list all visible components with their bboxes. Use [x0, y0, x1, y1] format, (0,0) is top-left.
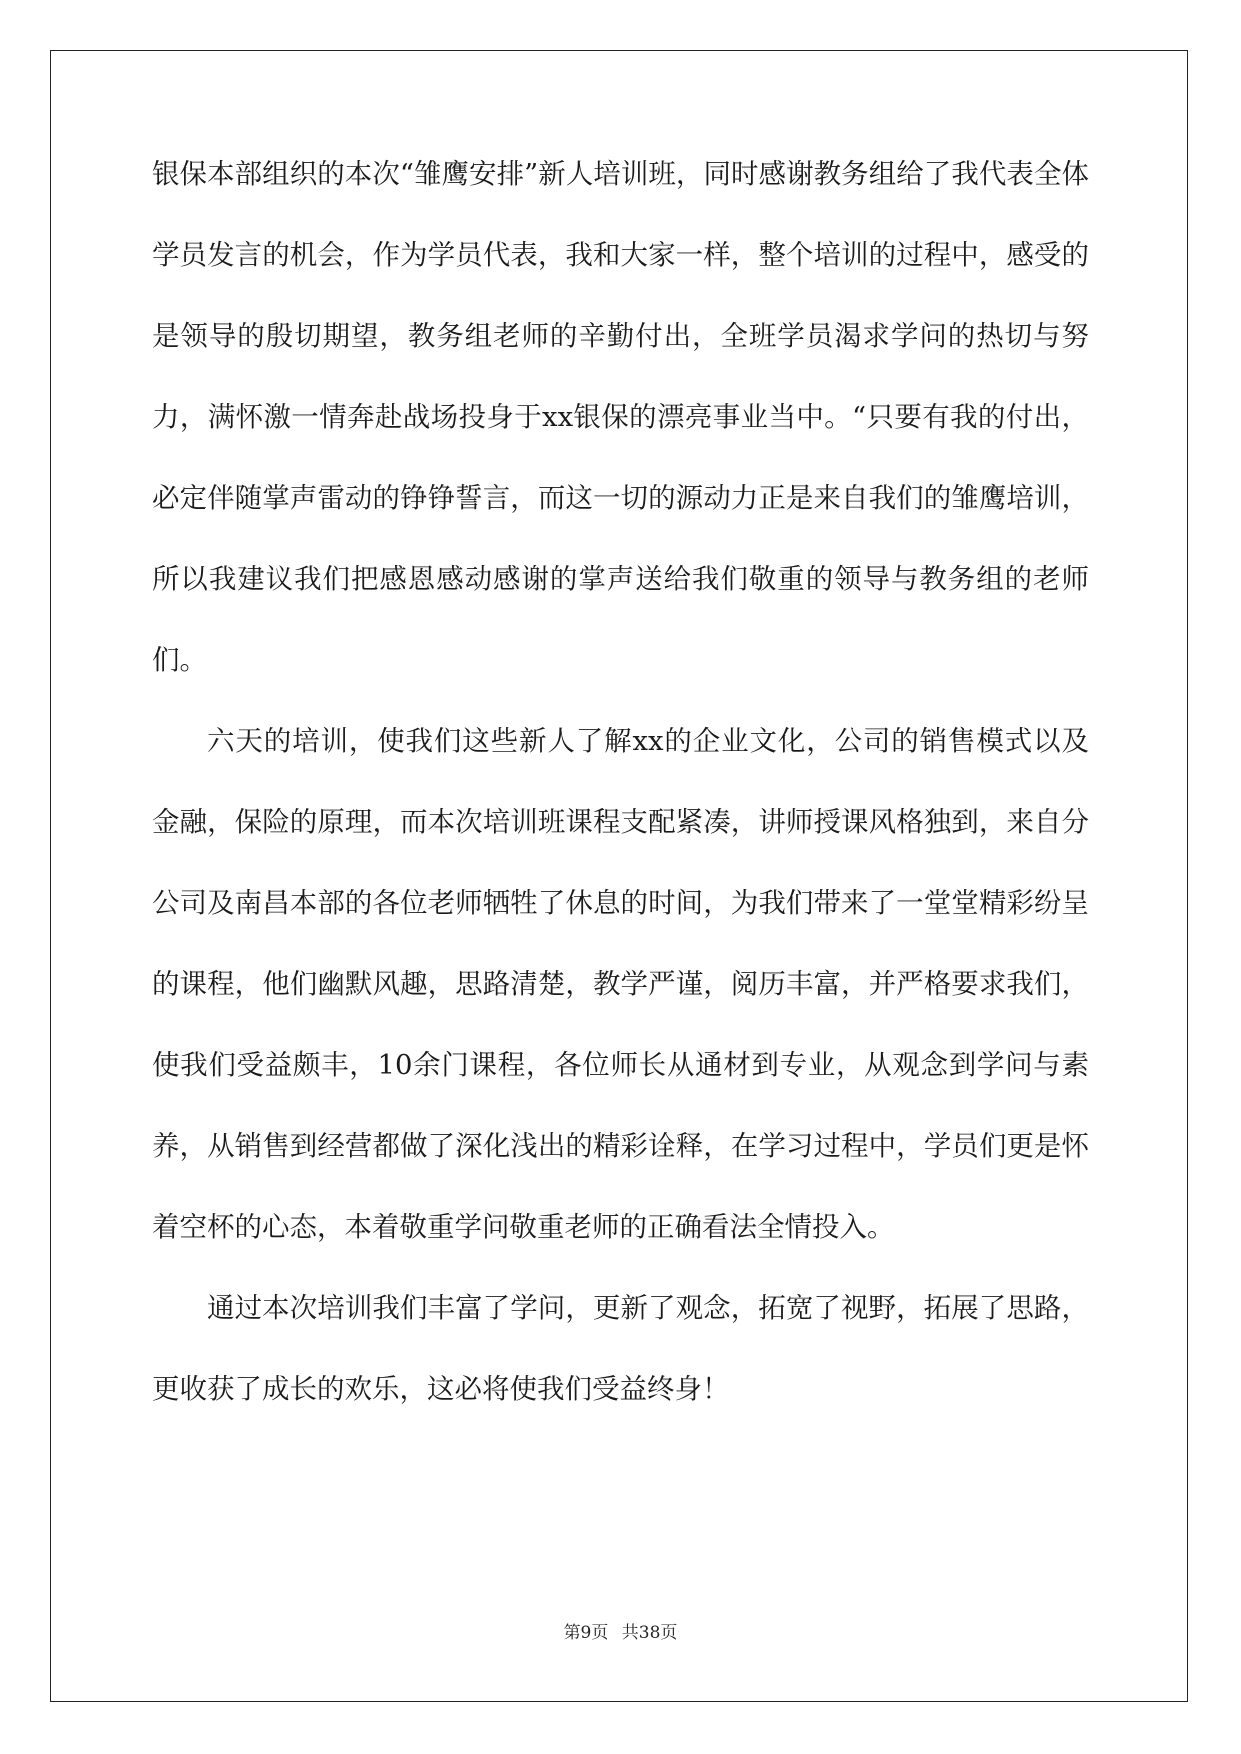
- paragraph-3: 通过本次培训我们丰富了学问，更新了观念，拓宽了视野，拓展了思路，更收获了成长的欢乐，这必将使我们受益终身！: [152, 1292, 1089, 1405]
- document-body: [152, 134, 1089, 1430]
- page-footer: [0, 1618, 1241, 1643]
- page-number: 第9页: [563, 1623, 609, 1643]
- paragraph-2: 六天的培训，使我们这些新人了解xx的企业文化，公司的销售模式以及金融，保险的原理，而本次培训班课程支配紧凑，讲师授课风格独到，来自分公司及南昌本部的各位老师牺牲了休息的时间，为我们带来了一堂堂精彩纷呈的课程，他们幽默风趣，思路清楚，教学严谨，阅历丰富，并严格要求我们，使我们受益颇丰，10余门课程，各位师长从通材到专业，从观念到学问与素养，从销售到经营都做了深化浅出的精彩诠释，在学习过程中，学员们更是怀着空杯的心态，本着敬重学问敬重老师的正确看法全情投入。: [152, 725, 1089, 1243]
- paragraph-1: 银保本部组织的本次“雏鹰安排”新人培训班，同时感谢教务组给了我代表全体学员发言的机会，作为学员代表，我和大家一样，整个培训的过程中，感受的是领导的殷切期望，教务组老师的辛勤付出，全班学员渴求学问的热切与努力，满怀激一情奔赴战场投身于xx银保的漂亮事业当中。“只要有我的付出，必定伴随掌声雷动的铮铮誓言，而这一切的源动力正是来自我们的雏鹰培训，所以我建议我们把感恩感动感谢的掌声送给我们敬重的领导与教务组的老师们。: [152, 158, 1089, 676]
- page-total: 共38页: [621, 1623, 678, 1643]
